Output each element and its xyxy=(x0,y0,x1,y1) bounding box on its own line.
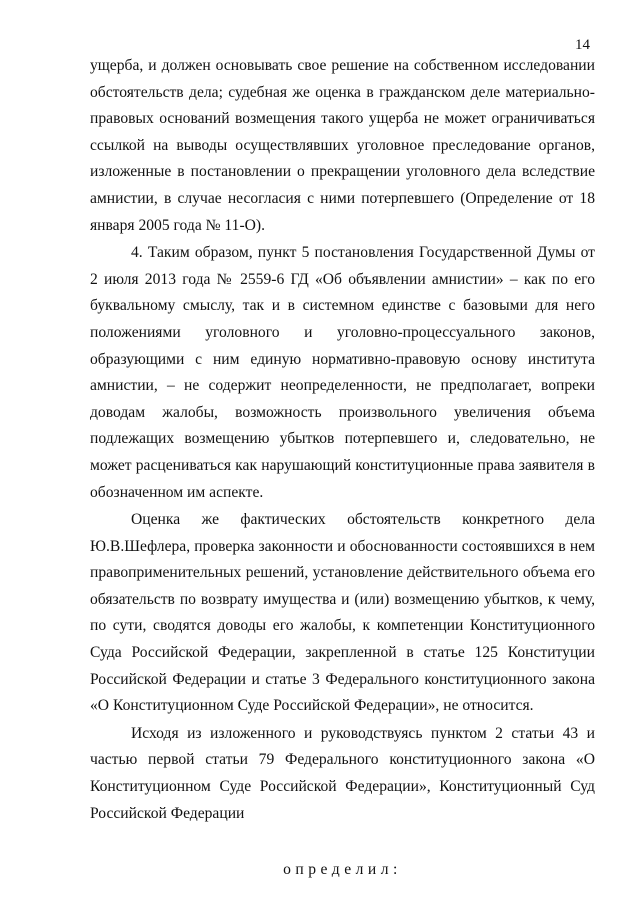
document-body xyxy=(90,53,595,884)
page-number: 14 xyxy=(575,37,590,53)
paragraph-grounds: Исходя из изложенного и руководствуясь пунктом 2 статьи 43 и частью первой статьи 79 Федерального конституционного закона «О Конституционном Суде Российской Федерации», Конституционный Суд Российской Федерации xyxy=(90,724,595,822)
paragraph-competence: Оценка же фактических обстоятельств конкретного дела Ю.В.Шефлера, проверка законности и обоснованности состоявшихся в нем правоприменительных решений, установление действительного объема его обязательств по возврату имущества и (или) возмещению убытков, к чему, по сути, сводятся доводы его жалобы, к компетенции Конституционного Суда Российской Федерации, закрепленной в статье 125 Конституции Российской Федерации и статье 3 Федерального конституционного закона «О Конституционном Суде Российской Федерации», не относится. xyxy=(90,511,595,715)
ruling-heading: определил: xyxy=(283,861,402,879)
paragraph-conclusion: 4. Таким образом, пункт 5 постановления Государственной Думы от 2 июля 2013 года № 2559-6 ГД «Об объявлении амнистии» – как по его буквальному смыслу, так и в системном единстве с базовыми для него положениями уголовного и уголовно-процессуального законов, образующими с ним единую нормативно-правовую основу института амнистии, – не содержит неопределенности, не предполагает, вопреки доводам жалобы, возможность произвольного увеличения объема подлежащих возмещению убытков потерпевшего и, следовательно, не может расцениваться как нарушающий конституционные права заявителя в обозначенном им аспекте. xyxy=(90,244,595,501)
paragraph-continuation: ущерба, и должен основывать свое решение на собственном исследовании обстоятельств дела; судебная же оценка в гражданском деле материально-правовых оснований возмещения такого ущерба не может ограничиваться ссылкой на выводы осуществлявших уголовное преследование органов, изложенные в постановлении о прекращении уголовного дела вследствие амнистии, в случае несогласия с ними потерпевшего (Определение от 18 января 2005 года № 11-О). xyxy=(90,57,595,234)
